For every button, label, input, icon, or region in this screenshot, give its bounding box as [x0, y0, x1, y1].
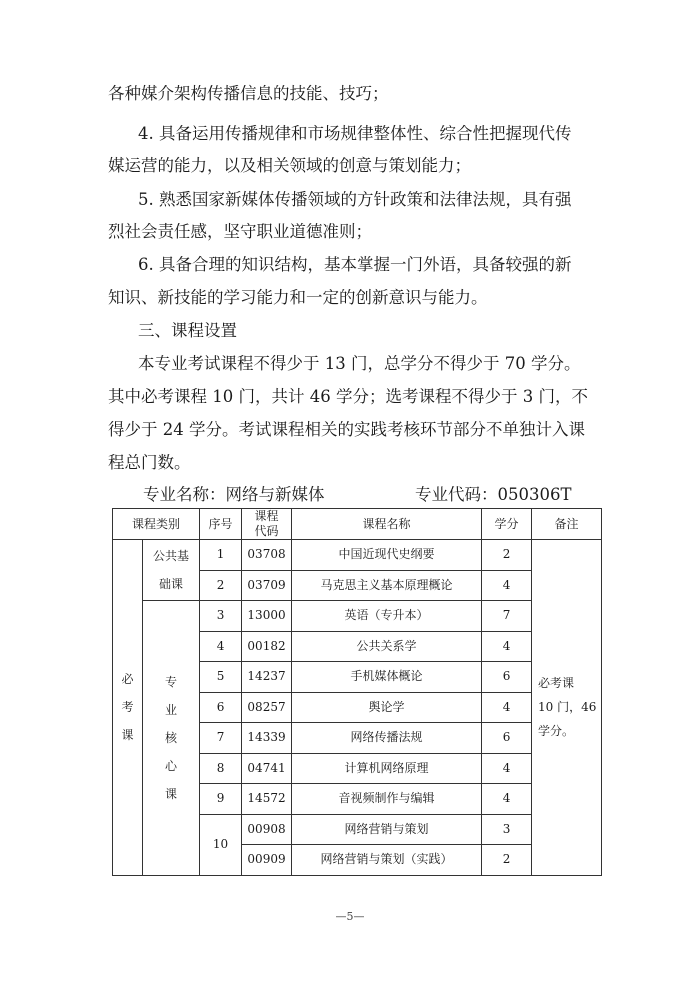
header-code-line2: 代码	[254, 524, 279, 538]
cell-seq: 2	[200, 570, 242, 601]
cell-credit: 4	[482, 784, 532, 815]
cell-seq: 8	[200, 753, 242, 784]
cell-code: 14572	[242, 784, 292, 815]
table-row	[113, 540, 602, 571]
category-char: 必	[121, 672, 134, 687]
table-header-row	[113, 509, 602, 540]
core-char: 业	[165, 702, 178, 717]
cell-name: 舆论学	[292, 692, 482, 723]
course-table	[112, 508, 602, 876]
note-line1: 必考课	[538, 676, 575, 691]
cell-seq: 3	[200, 601, 242, 632]
cell-seq: 7	[200, 723, 242, 754]
header-seq: 序号	[200, 509, 242, 540]
page-number: —5—	[335, 910, 365, 923]
cell-name: 公共关系学	[292, 631, 482, 662]
cell-credit: 2	[482, 845, 532, 876]
cell-code: 00909	[242, 845, 292, 876]
major-name: 专业名称：网络与新媒体	[143, 485, 325, 504]
cell-name: 网络营销与策划（实践）	[292, 845, 482, 876]
major-code: 专业代码：050306T	[415, 485, 572, 504]
cell-code: 00182	[242, 631, 292, 662]
cell-credit: 3	[482, 814, 532, 845]
cell-code: 00908	[242, 814, 292, 845]
cell-credit: 6	[482, 723, 532, 754]
category-char: 考	[121, 700, 134, 715]
category-char: 课	[121, 728, 134, 743]
cell-name: 音视频制作与编辑	[292, 784, 482, 815]
table-row	[113, 601, 602, 632]
cell-code: 14237	[242, 662, 292, 693]
cell-seq: 6	[200, 692, 242, 723]
cell-credit: 4	[482, 570, 532, 601]
note-line3: 学分。	[538, 724, 575, 739]
paragraph-line: 4. 具备运用传播规律和市场规律整体性、综合性把握现代传	[138, 124, 572, 143]
subcategory-public-line2: 础课	[159, 577, 184, 591]
subcategory-public-line1: 公共基	[153, 549, 190, 563]
paragraph-line: 程总门数。	[108, 453, 191, 472]
header-name: 课程名称	[292, 509, 482, 540]
core-char: 课	[165, 786, 178, 801]
cell-credit: 4	[482, 753, 532, 784]
category-required	[113, 540, 143, 876]
cell-code: 03708	[242, 540, 292, 571]
subcategory-public	[143, 540, 200, 601]
cell-code: 08257	[242, 692, 292, 723]
cell-note	[532, 540, 602, 876]
paragraph-line: 6. 具备合理的知识结构，基本掌握一门外语，具备较强的新	[138, 255, 572, 274]
cell-code: 04741	[242, 753, 292, 784]
cell-credit: 4	[482, 631, 532, 662]
core-char: 核	[165, 730, 178, 745]
cell-credit: 2	[482, 540, 532, 571]
cell-name: 马克思主义基本原理概论	[292, 570, 482, 601]
cell-seq: 4	[200, 631, 242, 662]
subcategory-core	[143, 601, 200, 876]
paragraph-line: 烈社会责任感，坚守职业道德准则；	[108, 222, 372, 241]
cell-seq: 5	[200, 662, 242, 693]
paragraph-line: 各种媒介架构传播信息的技能、技巧；	[108, 84, 389, 103]
cell-name: 网络营销与策划	[292, 814, 482, 845]
paragraph-line: 本专业考试课程不得少于 13 门，总学分不得少于 70 学分。	[138, 354, 581, 373]
paragraph-line: 媒运营的能力，以及相关领域的创意与策划能力；	[108, 156, 471, 175]
cell-name: 英语（专升本）	[292, 601, 482, 632]
cell-name: 网络传播法规	[292, 723, 482, 754]
header-code-line1: 课程	[254, 509, 279, 523]
section-heading: 三、课程设置	[138, 321, 237, 340]
cell-code: 13000	[242, 601, 292, 632]
cell-credit: 6	[482, 662, 532, 693]
header-credit: 学分	[482, 509, 532, 540]
cell-seq: 1	[200, 540, 242, 571]
cell-name: 中国近现代史纲要	[292, 540, 482, 571]
paragraph-line: 5. 熟悉国家新媒体传播领域的方针政策和法律法规，具有强	[138, 190, 572, 209]
cell-credit: 4	[482, 692, 532, 723]
cell-seq: 9	[200, 784, 242, 815]
header-code	[242, 509, 292, 540]
cell-code: 14339	[242, 723, 292, 754]
paragraph-line: 知识、新技能的学习能力和一定的创新意识与能力。	[108, 288, 488, 307]
paragraph-line: 得少于 24 学分。考试课程相关的实践考核环节部分不单独计入课	[108, 420, 585, 439]
header-note: 备注	[532, 509, 602, 540]
cell-credit: 7	[482, 601, 532, 632]
cell-name: 计算机网络原理	[292, 753, 482, 784]
core-char: 专	[165, 674, 178, 689]
core-char: 心	[165, 758, 178, 773]
paragraph-line: 其中必考课程 10 门，共计 46 学分；选考课程不得少于 3 门，不	[108, 387, 588, 406]
cell-seq: 10	[200, 814, 242, 875]
cell-code: 03709	[242, 570, 292, 601]
note-line2: 10 门，46	[538, 700, 597, 715]
cell-name: 手机媒体概论	[292, 662, 482, 693]
header-category: 课程类别	[113, 509, 200, 540]
